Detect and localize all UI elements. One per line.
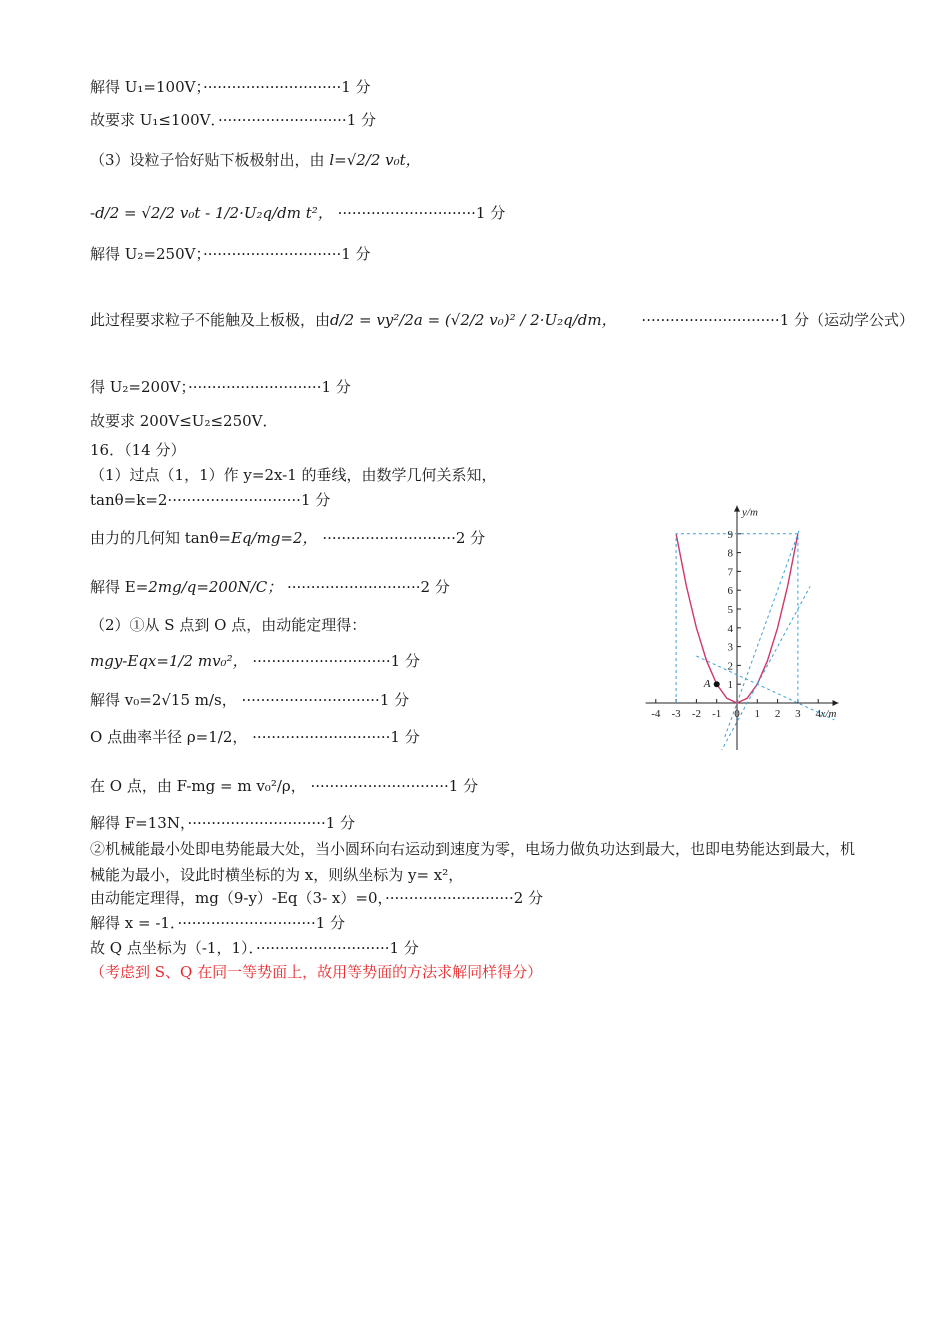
score-marker: ·····························1 分 — [241, 691, 410, 709]
score-marker: ·····························1 分 — [252, 728, 420, 746]
y-tick-label: 7 — [727, 566, 733, 579]
q16-force-geometry — [90, 528, 485, 548]
y-tick-label: 2 — [727, 660, 733, 673]
q16-curvature-formula: O 点曲率半径 ρ=1/2， — [90, 728, 248, 746]
question-header: 16．（14 分） — [90, 441, 186, 459]
series-y-3x — [725, 528, 800, 737]
y-tick-label: 4 — [727, 622, 733, 635]
score-marker: ·····························1 分（运动学公式） — [641, 311, 915, 329]
y-tick-label: 1 — [727, 679, 733, 692]
y-tick-label: 6 — [727, 585, 733, 598]
q16-velocity-formula: 解得 v₀=2√15 m/s， — [90, 691, 237, 709]
x-tick-label: 1 — [754, 708, 761, 720]
q16-sub1-intro: （1）过点（1，1）作 y=2x-1 的垂线，由数学几何关系知， — [90, 466, 497, 484]
x-tick-label: -3 — [671, 708, 681, 720]
q16-energy-equation — [90, 651, 420, 671]
y-tick-label: 9 — [727, 528, 733, 541]
score-marker: ····························2 分 — [286, 578, 450, 596]
point-a-marker — [714, 681, 720, 687]
result-u2-lower: 得 U₂=200V；····························1 分 — [90, 378, 351, 396]
x-tick-label: 2 — [774, 708, 781, 720]
x-tick-label: 4 — [815, 708, 821, 720]
q16-force-at-o — [90, 776, 478, 796]
series-y-2x-1 — [721, 586, 810, 750]
result-u1: 解得 U₁=100V；·····························1 分 — [90, 78, 371, 96]
q16-curvature — [90, 727, 420, 747]
x-tick-label: -4 — [651, 708, 661, 720]
equation-displacement-formula: -d/2 = √2/2 v₀t - 1/2·U₂q/dm t²， — [90, 204, 333, 222]
y-tick-label: 3 — [727, 641, 733, 654]
sub3-formula: l=√2/2 v₀t， — [329, 151, 421, 169]
x-tick-label: 0 — [734, 708, 740, 720]
q16-field-result — [90, 577, 450, 597]
upper-plate-formula: d/2 = vy²/2a = (√2/2 v₀)² / 2·U₂q/dm， — [330, 311, 617, 329]
q16-field-formula: 2mg/q=200N/C； — [148, 578, 283, 596]
y-tick-label: 8 — [727, 547, 733, 560]
point-a-label: A — [703, 678, 711, 691]
q16-force-formula: Eq/mg=2， — [231, 529, 318, 547]
q16-tan-theta: tanθ=k=2····························1 分 — [90, 491, 331, 509]
q16-energy-theorem: 由动能定理得，mg（9-y）-Eq（3- x）=0，···························2 分 — [90, 889, 544, 907]
upper-plate-condition — [90, 310, 914, 330]
q16-energy-formula: mgy-Eqx=1/2 mv₀²， — [90, 652, 248, 670]
q16-field-text: 解得 E= — [90, 578, 149, 596]
x-tick-label: -2 — [691, 708, 701, 720]
q16-q-point: 故 Q 点坐标为（-1，1）．····························1 分 — [90, 939, 419, 957]
q16-sub2-intro: （2）①从 S 点到 O 点，由动能定理得： — [90, 616, 367, 634]
score-marker: ·····························1 分 — [252, 652, 420, 670]
sub3-intro-text: （3）设粒子恰好贴下板极射出，由 — [90, 151, 330, 169]
grading-note: （考虑到 S、Q 在同一等势面上，故用等势面的方法求解同样得分） — [90, 963, 543, 981]
q16-x-result: 解得 x = -1．·····························1 分 — [90, 914, 346, 932]
x-axis-label: x/m — [820, 708, 837, 720]
upper-plate-text: 此过程要求粒子不能触及上板极，由 — [90, 311, 331, 329]
q16-force-result: 解得 F=13N，·····························1 分 — [90, 814, 356, 832]
score-marker: ·····························1 分 — [310, 777, 479, 795]
q16-velocity-result — [90, 690, 409, 710]
y-axis-arrow — [734, 506, 740, 512]
x-tick-label: -1 — [712, 708, 722, 720]
q16-min-energy-explanation: ②机械能最小处即电势能最大处，当小圆环向右运动到速度为零，电场力做负功达到最大，也即电势能达到最大，机械能为最小，设此时横坐标的为 x，则纵坐标为 y= x²， — [90, 840, 856, 884]
score-marker: ····························2 分 — [322, 529, 486, 547]
score-marker: ·····························1 分 — [337, 204, 506, 222]
x-tick-label: 3 — [795, 708, 801, 720]
q16-force-text: 由力的几何知 tanθ= — [90, 529, 231, 547]
requirement-u2: 故要求 200V≤U₂≤250V． — [90, 412, 278, 430]
requirement-u1: 故要求 U₁≤100V．···························1 分 — [90, 111, 377, 129]
x-axis-arrow — [833, 700, 839, 706]
y-tick-label: 5 — [727, 604, 733, 616]
result-u2: 解得 U₂=250V；·····························1 分 — [90, 245, 371, 263]
parabola-graph — [625, 485, 865, 750]
q16-force-at-o-formula: 在 O 点，由 F-mg = m v₀²/ρ， — [90, 777, 306, 795]
sub3-intro — [90, 150, 421, 170]
y-axis-label: y/m — [742, 506, 758, 519]
equation-displacement — [90, 203, 505, 223]
